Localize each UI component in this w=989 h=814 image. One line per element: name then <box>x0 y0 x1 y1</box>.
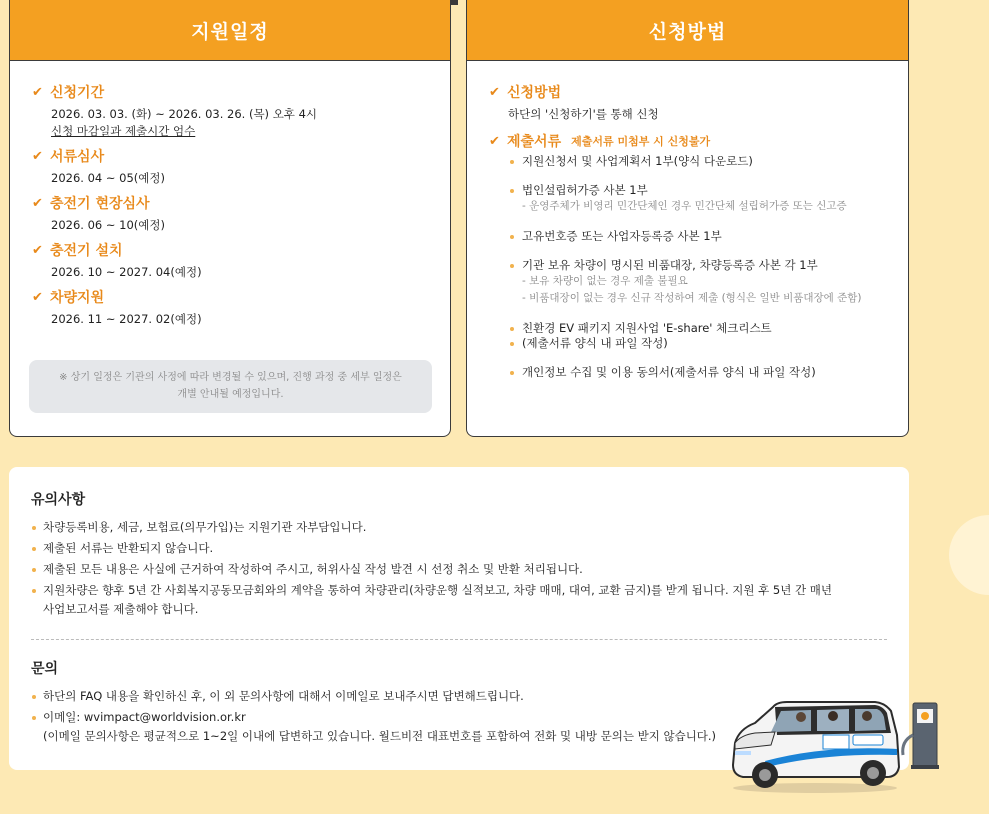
check-icon: ✔ <box>32 242 43 258</box>
schedule-item <box>32 82 450 140</box>
doc-item: 친환경 EV 패키지 지원사업 'E-share' 체크리스트 <box>489 321 908 336</box>
check-icon: ✔ <box>32 84 43 100</box>
schedule-item <box>32 240 450 281</box>
notice-item: 차량등록비용, 세금, 보험료(의무가입)는 지원기관 자부담입니다. <box>31 518 887 537</box>
schedule-item <box>32 193 450 234</box>
notice-title: 유의사항 <box>31 492 86 508</box>
schedule-note-line: ※ 상기 일정은 기관의 사정에 따라 변경될 수 있으며, 진행 과정 중 세부 일정은 <box>59 372 402 383</box>
doc-subnote: - 운영주체가 비영리 민간단체인 경우 민간단체 설립허가증 또는 신고증 <box>522 200 847 212</box>
schedule-item-label: 충전기 설치 <box>50 243 123 259</box>
doc-item: 기관 보유 차량이 명시된 비품대장, 차량등록증 사본 각 1부 <box>489 258 908 273</box>
notice-item: 제출된 서류는 반환되지 않습니다. <box>31 539 887 558</box>
schedule-item-label: 차량지원 <box>50 290 105 306</box>
doc-subnote: - 비품대장이 없는 경우 신규 작성하여 제출 (형식은 일반 비품대장에 준함) <box>522 292 862 304</box>
schedule-item-date: 2026. 11 ~ 2027. 02(예정) <box>51 312 202 326</box>
deadline-note: 신청 마감일과 제출시간 엄수 <box>51 124 196 138</box>
doc-item: 고유번호증 또는 사업자등록증 사본 1부 <box>489 229 908 244</box>
section-divider <box>31 639 887 640</box>
docs-label: 제출서류 <box>507 134 562 150</box>
howto-content <box>467 61 908 380</box>
schedule-item <box>32 287 450 328</box>
schedule-note-line: 개별 안내될 예정입니다. <box>177 389 284 400</box>
ev-car-icon <box>725 695 945 795</box>
schedule-item-label: 신청기간 <box>50 85 105 101</box>
schedule-item-date: 2026. 03. 03. (화) ~ 2026. 03. 26. (목) 오후 4시 <box>51 107 317 121</box>
check-icon: ✔ <box>32 289 43 305</box>
check-icon: ✔ <box>489 84 500 100</box>
schedule-note <box>29 360 432 413</box>
check-icon: ✔ <box>32 195 43 211</box>
schedule-card <box>9 0 451 437</box>
notice-item-line: 사업보고서를 제출해야 합니다. <box>43 602 199 616</box>
doc-subnote: - 보유 차량이 없는 경우 제출 불필요 <box>522 275 688 287</box>
howto-card <box>466 0 909 437</box>
schedule-item-date: 2026. 04 ~ 05(예정) <box>51 171 165 185</box>
docs-list <box>489 154 908 380</box>
notice-item: 제출된 모든 내용은 사실에 근거하여 작성하여 주시고, 허위사실 작성 발견 시 선정 취소 및 반환 처리됩니다. <box>31 560 887 579</box>
notice-list <box>31 518 887 619</box>
schedule-card-title: 지원일정 <box>10 0 450 61</box>
schedule-list <box>10 61 450 328</box>
contact-email-note: (이메일 문의사항은 평균적으로 1~2일 이내에 답변하고 있습니다. 월드비전 대표번호를 포함하여 전화 및 내방 문의는 받지 않습니다.) <box>43 729 717 743</box>
method-text: 하단의 '신청하기'를 통해 신청 <box>508 107 659 121</box>
doc-item: 법인설립허가증 사본 1부 <box>489 183 908 198</box>
contact-title: 문의 <box>31 661 59 677</box>
doc-item: 개인정보 수집 및 이용 동의서(제출서류 양식 내 파일 작성) <box>489 365 908 380</box>
docs-required-note: 제출서류 미첨부 시 신청불가 <box>571 135 711 148</box>
schedule-item-date: 2026. 06 ~ 10(예정) <box>51 218 165 232</box>
check-icon: ✔ <box>32 148 43 164</box>
doc-item-second-line: (제출서류 양식 내 파일 작성) <box>522 336 668 350</box>
method-label: 신청방법 <box>507 85 562 101</box>
schedule-item-label: 충전기 현장심사 <box>50 196 150 212</box>
howto-card-title: 신청방법 <box>467 0 908 61</box>
schedule-item <box>32 146 450 187</box>
contact-email: 이메일: wvimpact@worldvision.or.kr <box>43 710 246 724</box>
schedule-item-label: 서류심사 <box>50 149 105 165</box>
contact-item: 하단의 FAQ 내용을 확인하신 후, 이 외 문의사항에 대해서 이메일로 보내주시면 답변해드립니다. <box>31 687 887 706</box>
schedule-item-date: 2026. 10 ~ 2027. 04(예정) <box>51 265 202 279</box>
check-icon: ✔ <box>489 133 500 149</box>
ev-car-illustration <box>725 695 945 795</box>
notice-item <box>31 581 887 619</box>
doc-item: 지원신청서 및 사업계획서 1부(양식 다운로드) <box>489 154 908 169</box>
notice-item-line: 지원차량은 향후 5년 간 사회복지공동모금회와의 계약을 통하여 차량관리(차량운행 실적보고, 차량 매매, 대여, 교환 금지)를 받게 됩니다. 지원 후 5년 간 매년 <box>43 583 832 597</box>
background-circle <box>949 515 989 595</box>
doc-item-continued <box>489 336 908 351</box>
